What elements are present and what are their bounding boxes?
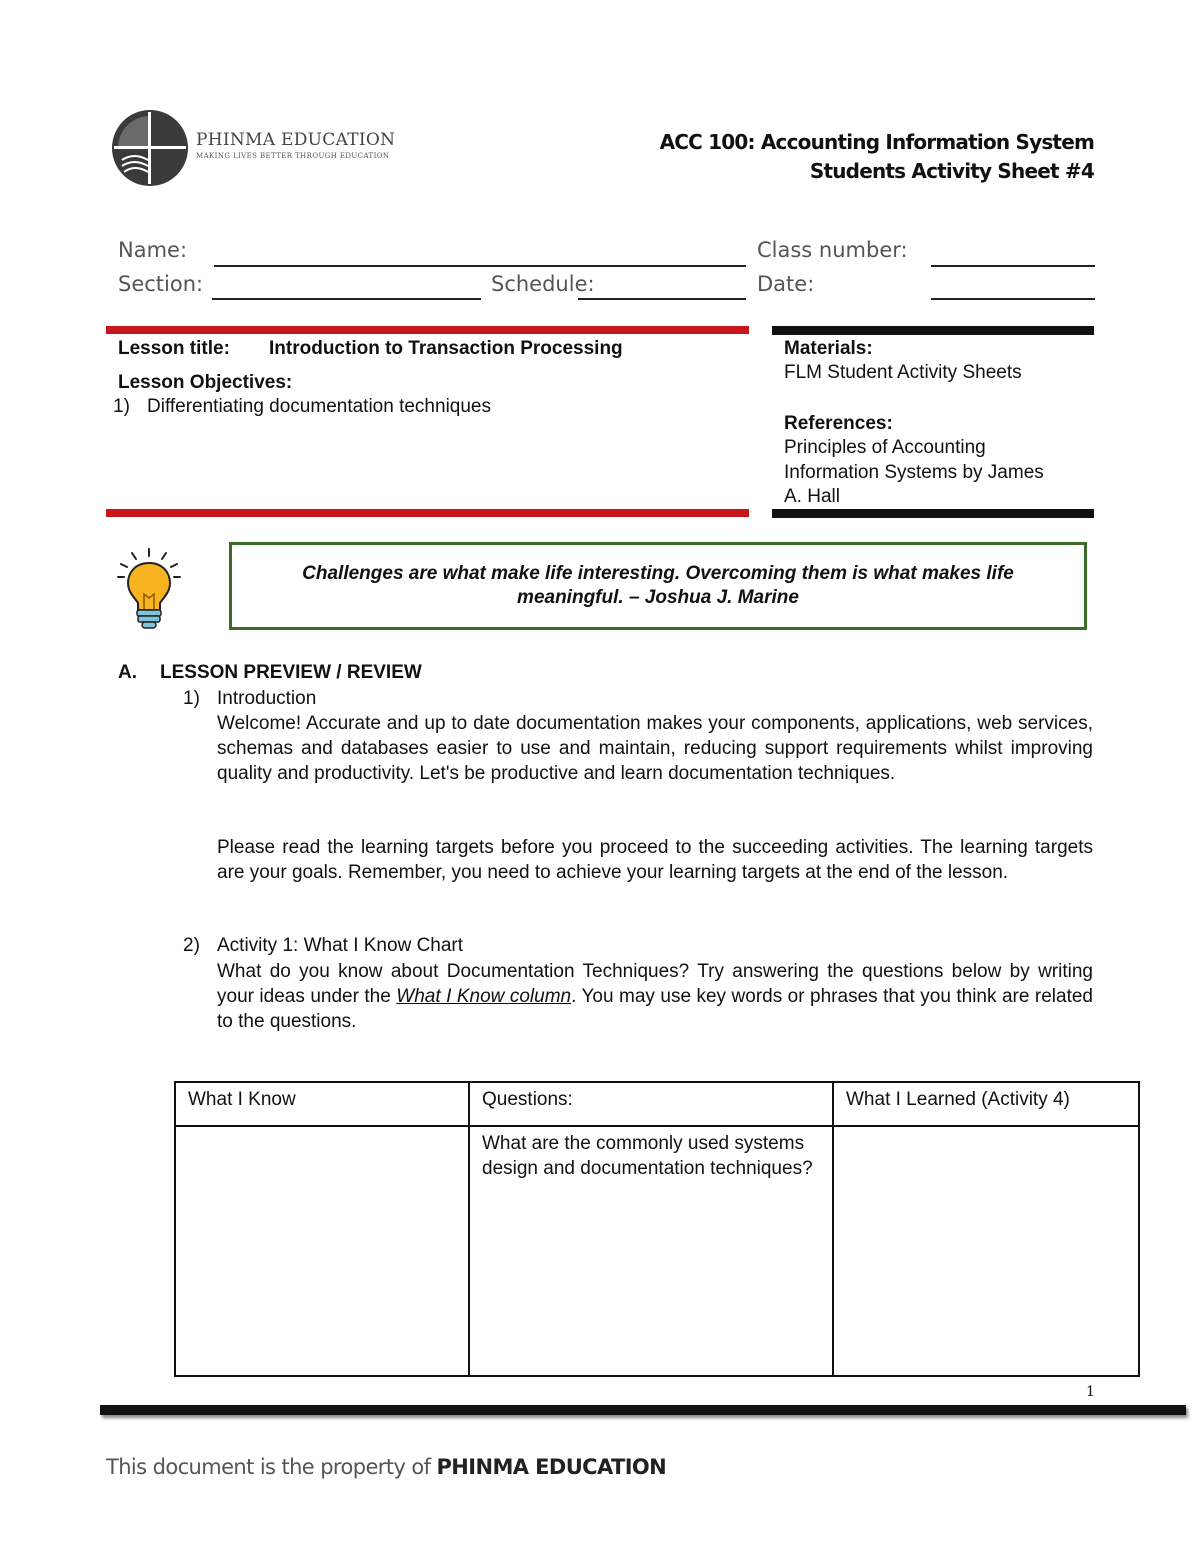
schedule-label: Schedule: (491, 272, 595, 296)
activity-text-after: . You may use key words or phrases that you think are related to the questions. (217, 986, 1093, 1032)
sheet-title: Students Activity Sheet #4 (809, 159, 1094, 183)
reference-line: A. Hall (784, 486, 840, 507)
what-i-know-cell[interactable] (175, 1126, 469, 1376)
quote-box (229, 542, 1087, 630)
item-number: 2) (183, 935, 200, 956)
intro-paragraph: Welcome! Accurate and up to date documentation makes your components, applications, web services, schemas and databases easier to use and maintain, reducing support requirements whilst improving quality and productivity. Let's be productive and learn documentation techniques. (217, 713, 1093, 784)
header-what-i-learned: What I Learned (Activity 4) (833, 1082, 1139, 1126)
quote-line-1: Challenges are what make life interesting. Overcoming them is what makes life (302, 563, 1014, 584)
property-notice (106, 1455, 666, 1479)
materials-top-rule (772, 326, 1094, 335)
lesson-top-rule (106, 326, 749, 334)
phinma-logo-icon (110, 108, 190, 188)
materials-bottom-rule (772, 509, 1094, 518)
page-number: 1 (1086, 1384, 1095, 1400)
quote-line-2: meaningful. – Joshua J. Marine (517, 587, 799, 608)
schedule-field[interactable] (578, 298, 746, 300)
item-heading: Introduction (217, 688, 317, 709)
logo-tagline: MAKING LIVES BETTER THROUGH EDUCATION (196, 152, 390, 160)
question-cell: What are the commonly used systems design and documentation techniques? (469, 1126, 833, 1376)
property-owner: PHINMA EDUCATION (436, 1455, 667, 1479)
reference-line: Principles of Accounting (784, 437, 986, 458)
date-label: Date: (757, 272, 815, 296)
class-number-label: Class number: (757, 238, 908, 262)
header-what-i-know: What I Know (175, 1082, 469, 1126)
quote-text (248, 562, 1068, 610)
reference-line: Information Systems by James (784, 462, 1044, 483)
section-a-heading (118, 662, 422, 684)
item-heading: Activity 1: What I Know Chart (217, 935, 464, 956)
lesson-bottom-rule (106, 509, 749, 517)
references-label: References: (784, 413, 893, 434)
name-field[interactable] (214, 265, 746, 267)
item-number: 1) (183, 688, 200, 709)
learning-targets-paragraph: Please read the learning targets before you proceed to the succeeding activities. The learning targets are your goals. Remember, you need to achieve your learning targets at the end of the lesson. (217, 837, 1093, 883)
date-field[interactable] (931, 298, 1095, 300)
section-a-letter: A. (118, 662, 137, 683)
name-label: Name: (118, 238, 188, 262)
lesson-objectives-label: Lesson Objectives: (118, 372, 293, 393)
lesson-title-value: Introduction to Transaction Processing (269, 338, 623, 359)
what-i-know-emphasis: What I Know column (396, 986, 572, 1007)
activity-text-before: What do you know about Documentation Techniques? Try answering the questions below by writing your ideas under the (217, 961, 1093, 1007)
section-label: Section: (118, 272, 204, 296)
materials-value: FLM Student Activity Sheets (784, 362, 1022, 383)
materials-label: Materials: (784, 338, 873, 359)
what-i-know-chart (174, 1081, 1140, 1377)
lesson-title-label: Lesson title: (118, 338, 230, 359)
lightbulb-icon (114, 546, 184, 632)
course-title: ACC 100: Accounting Information System (659, 130, 1094, 154)
objective-text: Differentiating documentation techniques (147, 396, 491, 417)
footer-rule (100, 1405, 1186, 1415)
section-a-title: LESSON PREVIEW / REVIEW (160, 662, 422, 683)
activity-paragraph (217, 959, 1093, 1034)
objective-number: 1) (113, 396, 130, 417)
what-i-learned-cell[interactable] (833, 1126, 1139, 1376)
class-number-field[interactable] (931, 265, 1095, 267)
section-field[interactable] (212, 298, 481, 300)
header-questions: Questions: (469, 1082, 833, 1126)
logo-name: PHINMA EDUCATION (196, 130, 396, 150)
property-text: This document is the property of (106, 1455, 431, 1479)
